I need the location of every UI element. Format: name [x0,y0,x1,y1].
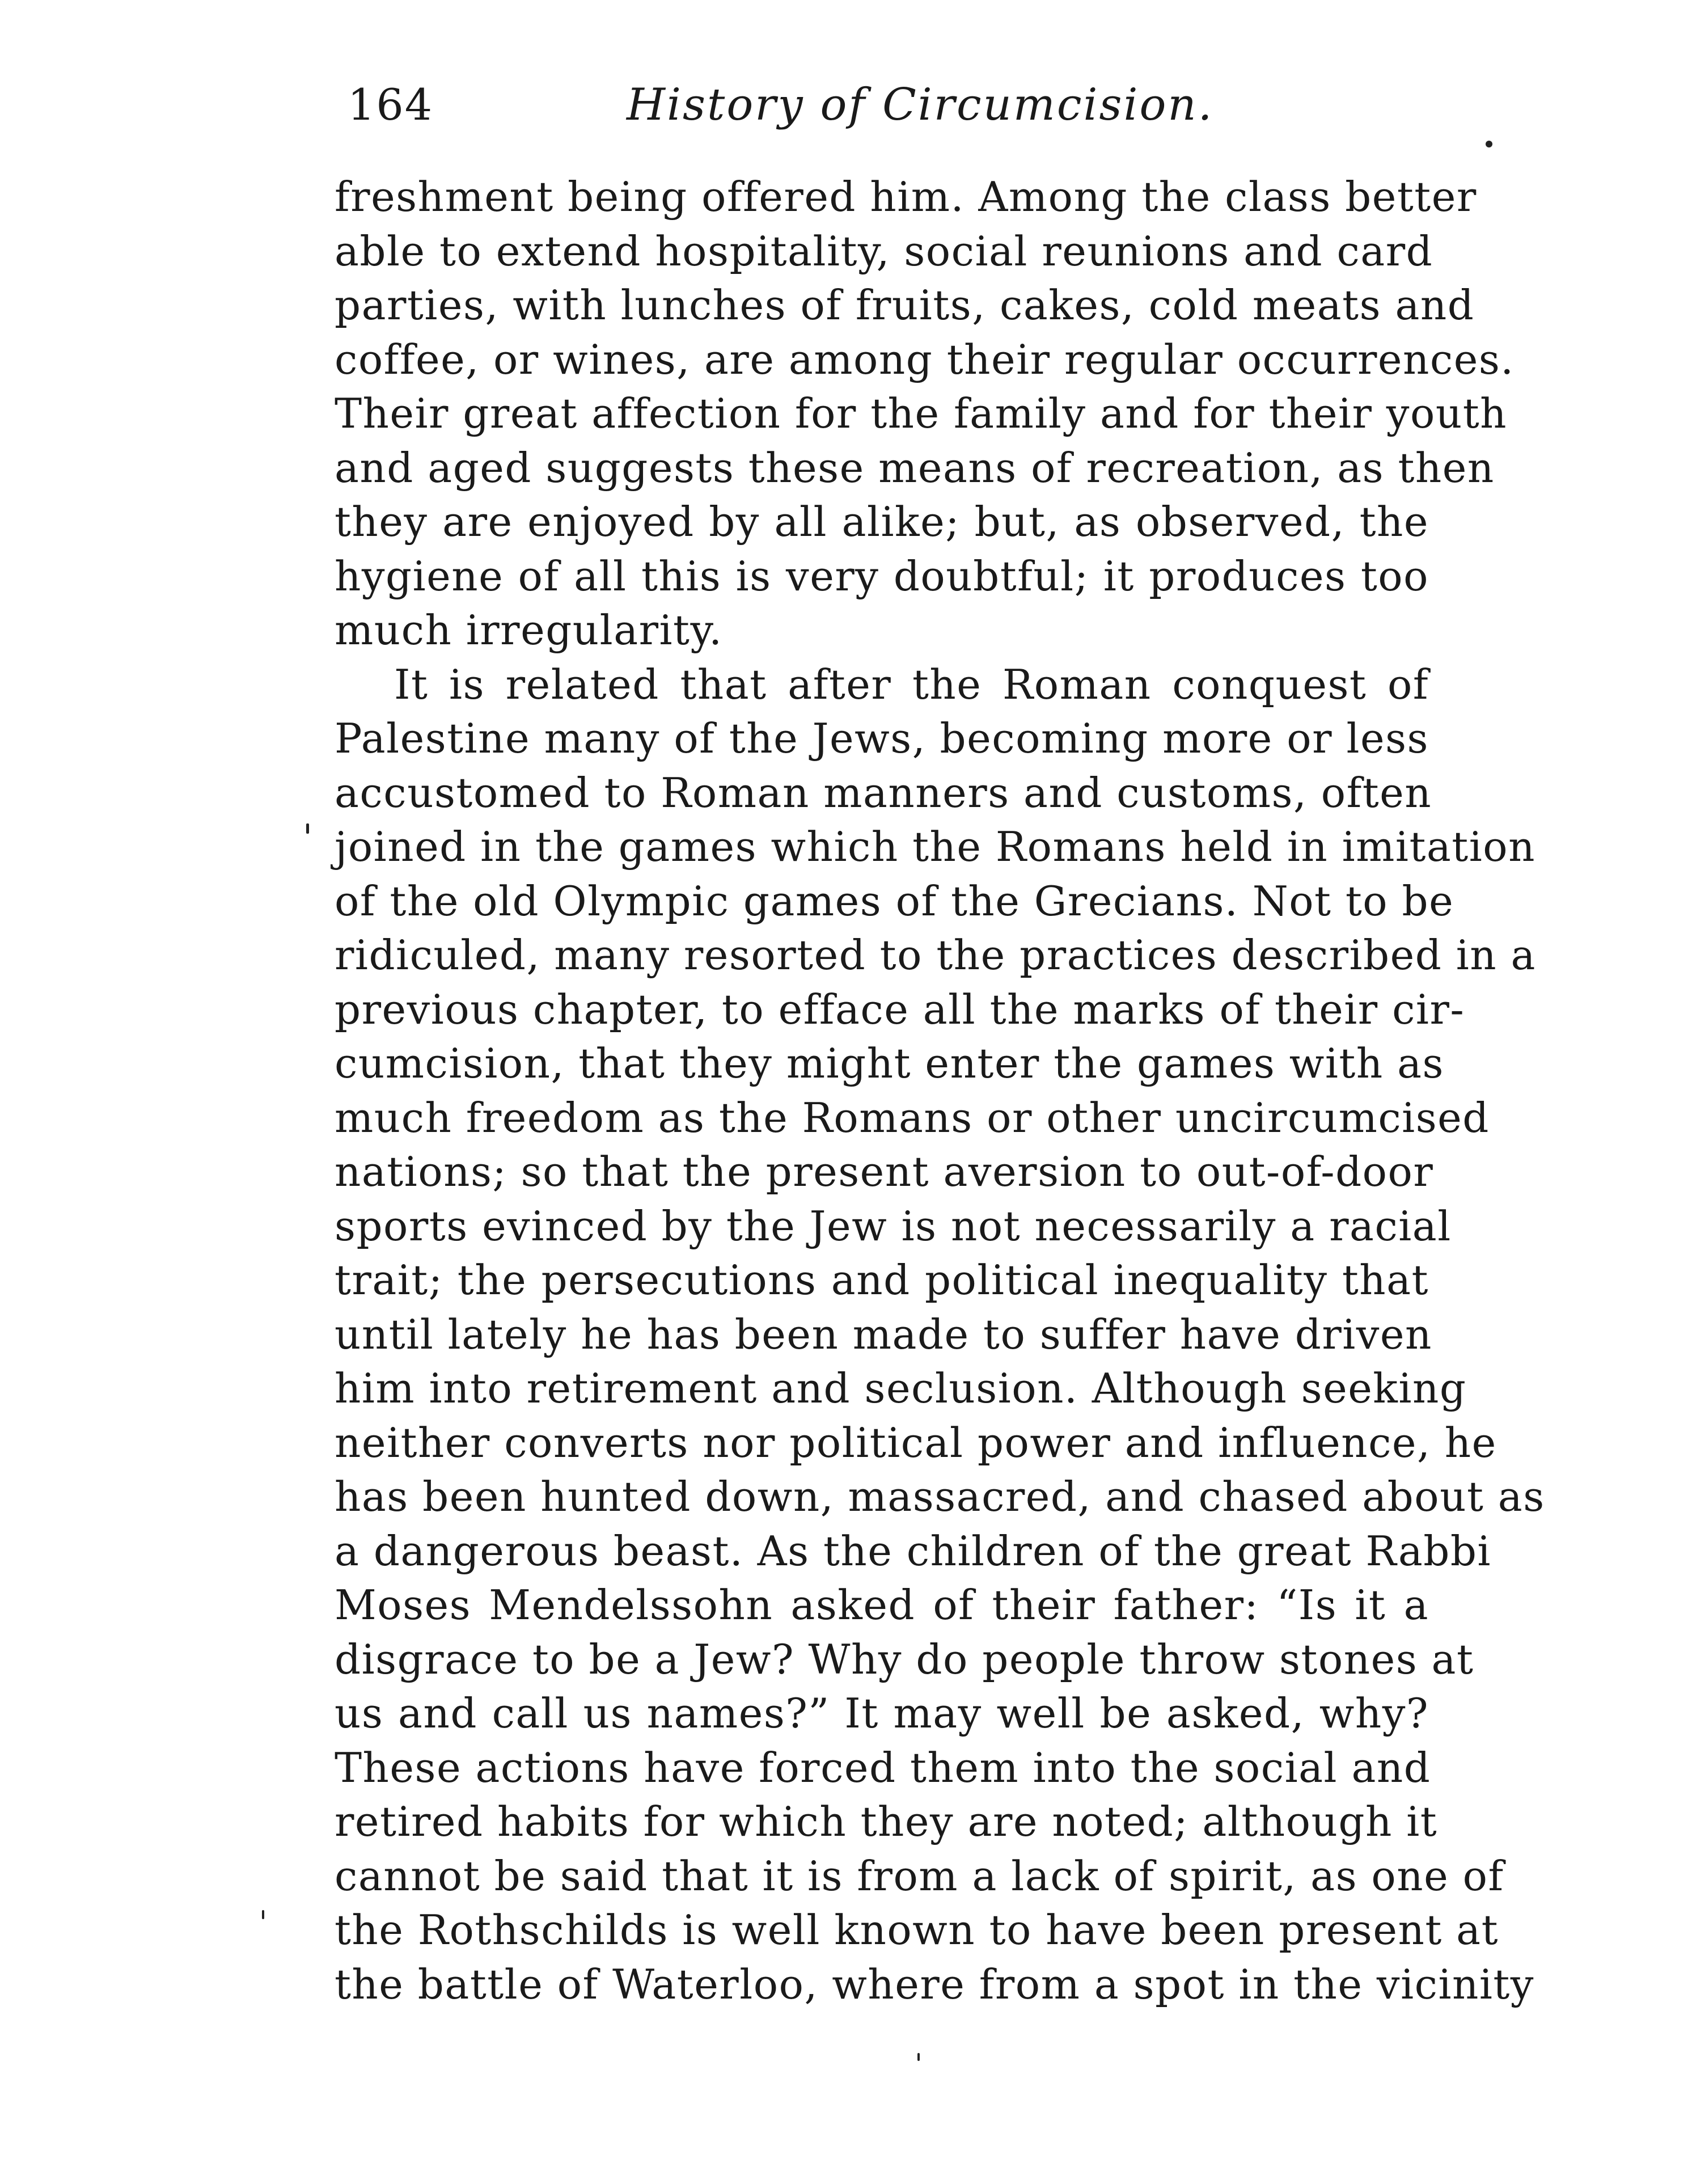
text-line: until lately he has been made to suffer have driven [335,1310,1432,1358]
text-line: hygiene of all this is very doubtful; it produces too [335,552,1429,600]
text-line: coffee, or wines, are among their regular occurrences. [335,335,1515,383]
paragraph-2 [335,658,1545,2012]
text-line: him into retirement and seclusion. Although seeking [335,1365,1467,1412]
text-line: It is related that after the Roman conquest of [394,660,1429,708]
ink-speck [1486,141,1492,147]
running-title: History of Circumcision. [627,79,1214,130]
text-line: nations; so that the present aversion to out-of-door [335,1148,1434,1196]
text-line: cannot be said that it is from a lack of spirit, as one of [335,1852,1504,1900]
body-text [335,170,1545,2012]
text-line: much freedom as the Romans or other uncircumcised [335,1093,1490,1142]
text-line: These actions have forced them into the social and [335,1743,1431,1792]
text-line: and aged suggests these means of recreation, as then [335,443,1495,492]
text-line: accustomed to Roman manners and customs, often [335,768,1432,817]
ink-speck [917,2053,920,2061]
text-line: us and call us names?” It may well be asked, why? [335,1689,1429,1737]
ink-speck [306,823,309,834]
text-line: neither converts nor political power and influence, he [335,1418,1497,1467]
text-line: the battle of Waterloo, where from a spot in the vicinity [335,1960,1534,2008]
text-line: sports evinced by the Jew is not necessarily a racial [335,1202,1452,1250]
text-line: trait; the persecutions and political inequality that [335,1256,1429,1304]
text-line: a dangerous beast. As the children of the great Rabbi [335,1527,1491,1575]
page-header [337,79,1432,147]
text-line: Moses Mendelssohn asked of their father: “Is it a [335,1581,1429,1629]
text-line: much irregularity. [335,606,723,654]
text-line: Their great affection for the family and for their youth [335,390,1508,437]
text-line: able to extend hospitality, social reunions and card [335,227,1433,275]
text-line: ridiculed, many resorted to the practices described in a [335,931,1536,979]
text-line: joined in the games which the Romans held in imitation [335,823,1536,871]
text-line: has been hunted down, massacred, and chased about as [335,1473,1545,1520]
text-line: cumcision, that they might enter the games with as [335,1040,1444,1087]
text-line: parties, with lunches of fruits, cakes, cold meats and [335,281,1475,329]
text-line: freshment being offered him. Among the class better [335,173,1477,221]
text-line: previous chapter, to efface all the marks of their cir- [335,985,1465,1033]
page-number: 164 [348,79,434,130]
text-line: retired habits for which they are noted; although it [335,1798,1438,1845]
text-line: they are enjoyed by all alike; but, as observed, the [335,498,1429,546]
paragraph-1 [335,170,1515,658]
ink-speck [262,1910,264,1919]
text-line: of the old Olympic games of the Grecians. Not to be [335,877,1454,925]
text-line: disgrace to be a Jew? Why do people throw stones at [335,1635,1474,1683]
text-line: the Rothschilds is well known to have been present at [335,1906,1499,1954]
text-line: Palestine many of the Jews, becoming more or less [335,715,1429,762]
